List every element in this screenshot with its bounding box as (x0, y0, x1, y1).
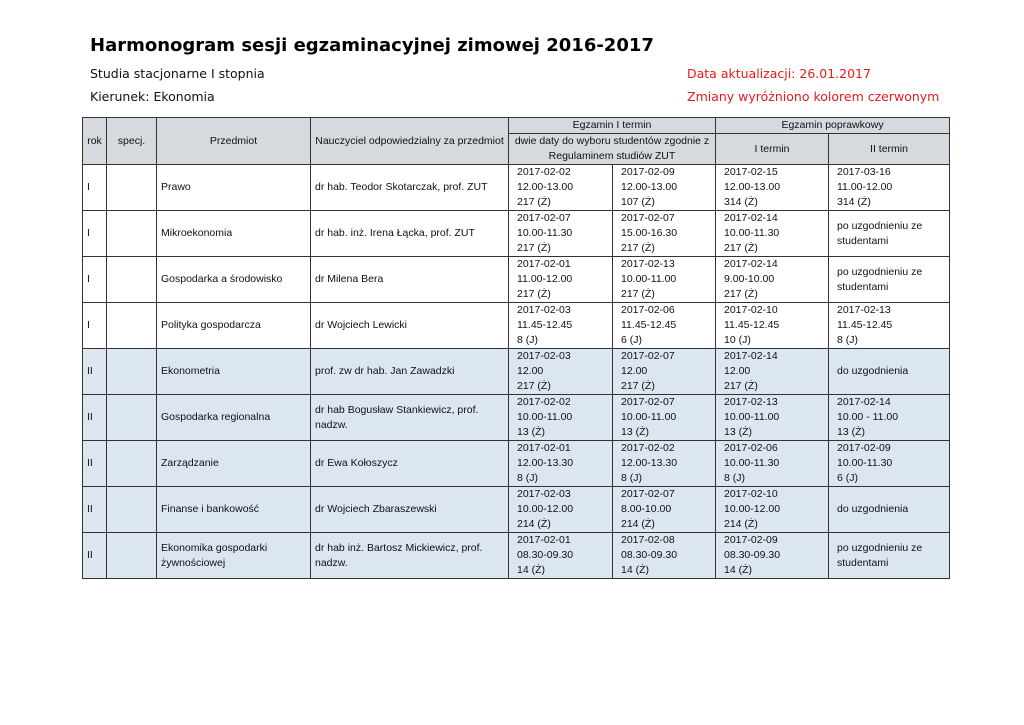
exam-line: 217 (Ż) (724, 380, 758, 392)
exam-line: 10.00-12.00 (517, 503, 574, 515)
cell-exam-e2 (613, 349, 716, 395)
cell-exam-p2 (829, 165, 950, 211)
exam-line: 2017-02-07 (621, 488, 675, 500)
exam-line: 08.30-09.30 (724, 549, 781, 561)
table-row (83, 303, 950, 349)
exam-line: 2017-02-01 (517, 258, 571, 270)
exam-line: 2017-02-14 (724, 258, 778, 270)
cell-exam-e2 (613, 303, 716, 349)
exam-line: 6 (J) (621, 334, 642, 346)
cell-teacher: dr Milena Bera (311, 257, 509, 303)
cell-exam-p1 (716, 487, 829, 533)
exam-line: 12.00 (724, 365, 751, 377)
cell-rok: II (83, 487, 107, 533)
cell-specj (107, 441, 157, 487)
exam-line: 12.00 (621, 365, 648, 377)
exam-line: 217 (Ż) (517, 380, 551, 392)
cell-exam-p2 (829, 395, 950, 441)
cell-exam-e1 (509, 349, 613, 395)
cell-rok: II (83, 395, 107, 441)
cell-exam-e1 (509, 441, 613, 487)
cell-specj (107, 395, 157, 441)
exam-line: 10.00-11.30 (837, 457, 893, 469)
exam-line: do uzgodnienia (837, 365, 909, 377)
cell-exam-e2 (613, 257, 716, 303)
cell-exam-p1 (716, 257, 829, 303)
cell-exam-p1 (716, 441, 829, 487)
exam-line: 8 (J) (837, 334, 858, 346)
cell-rok: I (83, 257, 107, 303)
exam-line: 217 (Ż) (724, 242, 758, 254)
exam-line: 2017-02-09 (837, 442, 891, 454)
exam-line: 2017-02-13 (621, 258, 675, 270)
exam-line: 2017-02-09 (724, 534, 778, 546)
cell-exam-e1 (509, 395, 613, 441)
exam-line: 314 (Ż) (837, 196, 871, 208)
cell-rok: II (83, 349, 107, 395)
header-nauczyciel: Nauczyciel odpowiedzialny za przedmiot (311, 118, 509, 165)
exam-line: 107 (Ż) (621, 196, 655, 208)
cell-teacher: dr hab inż. Bartosz Mickiewicz, prof. nadzw. (311, 533, 509, 579)
exam-line: 2017-02-02 (517, 396, 571, 408)
cell-specj (107, 533, 157, 579)
cell-specj (107, 349, 157, 395)
cell-subject: Mikroekonomia (157, 211, 311, 257)
exam-line: 2017-02-15 (724, 166, 778, 178)
table-row (83, 165, 950, 211)
cell-exam-e1 (509, 165, 613, 211)
cell-exam-e1 (509, 211, 613, 257)
update-date: Data aktualizacji: 26.01.2017 (687, 66, 871, 81)
cell-exam-e1 (509, 257, 613, 303)
exam-line: 2017-02-07 (621, 212, 675, 224)
table-row (83, 211, 950, 257)
cell-specj (107, 487, 157, 533)
exam-line: 2017-02-14 (724, 212, 778, 224)
exam-line: 217 (Ż) (621, 242, 655, 254)
exam-line: 2017-02-06 (621, 304, 675, 316)
exam-line: 214 (Ż) (724, 518, 758, 530)
exam-line: 11.00-12.00 (837, 181, 893, 193)
header-egzamin-i: Egzamin I termin (509, 118, 716, 134)
exam-line: 6 (J) (837, 472, 858, 484)
exam-line: 8.00-10.00 (621, 503, 672, 515)
cell-exam-e2 (613, 487, 716, 533)
cell-subject: Zarządzanie (157, 441, 311, 487)
exam-line: 14 (Ż) (621, 564, 650, 576)
cell-specj (107, 211, 157, 257)
exam-line: 8 (J) (517, 472, 538, 484)
page-title: Harmonogram sesji egzaminacyjnej zimowej 2016-2017 (90, 35, 654, 56)
cell-subject: Ekonomika gospodarki żywnościowej (157, 533, 311, 579)
exam-line: 2017-02-14 (724, 350, 778, 362)
cell-teacher: dr Ewa Kołoszycz (311, 441, 509, 487)
cell-rok: I (83, 211, 107, 257)
exam-line: 10.00 - 11.00 (837, 411, 899, 423)
exam-line: 12.00-13.30 (621, 457, 678, 469)
exam-line: 214 (Ż) (517, 518, 551, 530)
exam-line: 2017-03-16 (837, 166, 891, 178)
table-row (83, 441, 950, 487)
cell-exam-e1 (509, 487, 613, 533)
exam-line: po uzgodnieniu ze studentami (837, 265, 923, 293)
header-ii-termin: II termin (829, 134, 950, 165)
cell-exam-p1 (716, 533, 829, 579)
exam-line: 217 (Ż) (724, 288, 758, 300)
exam-line: 2017-02-08 (621, 534, 675, 546)
cell-specj (107, 165, 157, 211)
cell-teacher: dr hab. Teodor Skotarczak, prof. ZUT (311, 165, 509, 211)
schedule-body (83, 165, 950, 579)
exam-line: do uzgodnienia (837, 503, 909, 515)
exam-line: 12.00-13.00 (517, 181, 574, 193)
cell-subject: Prawo (157, 165, 311, 211)
exam-line: 9.00-10.00 (724, 273, 775, 285)
cell-exam-e2 (613, 211, 716, 257)
exam-line: 10.00-11.00 (621, 411, 677, 423)
cell-subject: Gospodarka regionalna (157, 395, 311, 441)
exam-line: 15.00-16.30 (621, 227, 678, 239)
exam-line: 217 (Ż) (621, 288, 655, 300)
table-row (83, 257, 950, 303)
cell-exam-e2 (613, 441, 716, 487)
exam-line: 214 (Ż) (621, 518, 655, 530)
cell-exam-p1 (716, 349, 829, 395)
cell-exam-p2 (829, 303, 950, 349)
exam-line: 2017-02-13 (837, 304, 891, 316)
exam-line: 2017-02-06 (724, 442, 778, 454)
exam-line: 12.00-13.00 (621, 181, 678, 193)
exam-line: 11.00-12.00 (517, 273, 573, 285)
changes-note: Zmiany wyróżniono kolorem czerwonym (687, 89, 940, 104)
table-row (83, 349, 950, 395)
cell-subject: Ekonometria (157, 349, 311, 395)
cell-specj (107, 257, 157, 303)
exam-line: 2017-02-10 (724, 304, 778, 316)
exam-line: 10.00-11.00 (724, 411, 780, 423)
cell-exam-p1 (716, 165, 829, 211)
exam-line: 314 (Ż) (724, 196, 758, 208)
exam-line: 8 (J) (724, 472, 745, 484)
exam-line: 11.45-12.45 (724, 319, 780, 331)
cell-rok: II (83, 533, 107, 579)
exam-line: 10.00-11.30 (724, 227, 780, 239)
cell-exam-p1 (716, 395, 829, 441)
exam-line: 217 (Ż) (517, 196, 551, 208)
exam-line: 12.00-13.30 (517, 457, 574, 469)
cell-teacher: dr hab. inż. Irena Łącka, prof. ZUT (311, 211, 509, 257)
exam-line: po uzgodnieniu ze studentami (837, 219, 923, 247)
exam-line: 2017-02-10 (724, 488, 778, 500)
header-przedmiot: Przedmiot (157, 118, 311, 165)
cell-exam-p2 (829, 349, 950, 395)
cell-rok: I (83, 165, 107, 211)
exam-line: 2017-02-01 (517, 534, 571, 546)
exam-line: 13 (Ż) (837, 426, 866, 438)
exam-line: 2017-02-02 (621, 442, 675, 454)
cell-subject: Polityka gospodarcza (157, 303, 311, 349)
exam-line: 2017-02-13 (724, 396, 778, 408)
exam-line: 12.00 (517, 365, 544, 377)
header-i-termin: I termin (716, 134, 829, 165)
cell-exam-p2 (829, 211, 950, 257)
exam-line: 08.30-09.30 (621, 549, 678, 561)
field-label: Kierunek: Ekonomia (90, 89, 215, 104)
table-row (83, 487, 950, 533)
cell-exam-e2 (613, 533, 716, 579)
exam-line: 2017-02-01 (517, 442, 571, 454)
cell-subject: Finanse i bankowość (157, 487, 311, 533)
exam-line: 2017-02-14 (837, 396, 891, 408)
exam-line: 13 (Ż) (724, 426, 753, 438)
studies-label: Studia stacjonarne I stopnia (90, 66, 265, 81)
exam-schedule-table (82, 117, 950, 579)
exam-line: 2017-02-03 (517, 350, 571, 362)
exam-line: 10.00-12.00 (724, 503, 781, 515)
cell-rok: II (83, 441, 107, 487)
cell-exam-p2 (829, 533, 950, 579)
exam-line: 10.00-11.00 (621, 273, 677, 285)
exam-line: 14 (Ż) (517, 564, 546, 576)
exam-line: 10.00-11.00 (517, 411, 573, 423)
exam-line: po uzgodnieniu ze studentami (837, 541, 923, 569)
exam-line: 11.45-12.45 (517, 319, 573, 331)
cell-exam-p2 (829, 257, 950, 303)
cell-teacher: dr Wojciech Lewicki (311, 303, 509, 349)
cell-exam-e1 (509, 303, 613, 349)
cell-teacher: prof. zw dr hab. Jan Zawadzki (311, 349, 509, 395)
exam-line: 10.00-11.30 (517, 227, 573, 239)
table-row (83, 533, 950, 579)
cell-teacher: dr Wojciech Zbaraszewski (311, 487, 509, 533)
cell-specj (107, 303, 157, 349)
exam-line: 10.00-11.30 (724, 457, 780, 469)
exam-line: 13 (Ż) (621, 426, 650, 438)
cell-rok: I (83, 303, 107, 349)
exam-line: 14 (Ż) (724, 564, 753, 576)
exam-line: 2017-02-07 (621, 350, 675, 362)
header-specj: specj. (107, 118, 157, 165)
header-rok: rok (83, 118, 107, 165)
exam-line: 2017-02-03 (517, 488, 571, 500)
cell-subject: Gospodarka a środowisko (157, 257, 311, 303)
exam-line: 11.45-12.45 (837, 319, 893, 331)
cell-teacher: dr hab Bogusław Stankiewicz, prof. nadzw. (311, 395, 509, 441)
cell-exam-p1 (716, 211, 829, 257)
exam-line: 12.00-13.00 (724, 181, 781, 193)
exam-line: 8 (J) (517, 334, 538, 346)
cell-exam-e2 (613, 165, 716, 211)
exam-line: 2017-02-09 (621, 166, 675, 178)
cell-exam-p1 (716, 303, 829, 349)
header-egzamin-poprawkowy: Egzamin poprawkowy (716, 118, 950, 134)
exam-line: 8 (J) (621, 472, 642, 484)
exam-line: 217 (Ż) (621, 380, 655, 392)
exam-line: 10 (J) (724, 334, 751, 346)
header-egzamin-i-sub: dwie daty do wyboru studentów zgodnie z Regulaminem studiów ZUT (509, 134, 716, 165)
exam-line: 217 (Ż) (517, 288, 551, 300)
cell-exam-p2 (829, 441, 950, 487)
exam-line: 2017-02-07 (517, 212, 571, 224)
exam-line: 11.45-12.45 (621, 319, 677, 331)
exam-line: 13 (Ż) (517, 426, 546, 438)
exam-line: 08.30-09.30 (517, 549, 574, 561)
exam-line: 2017-02-02 (517, 166, 571, 178)
exam-line: 2017-02-07 (621, 396, 675, 408)
cell-exam-e1 (509, 533, 613, 579)
exam-line: 217 (Ż) (517, 242, 551, 254)
table-row (83, 395, 950, 441)
exam-line: 2017-02-03 (517, 304, 571, 316)
cell-exam-p2 (829, 487, 950, 533)
cell-exam-e2 (613, 395, 716, 441)
